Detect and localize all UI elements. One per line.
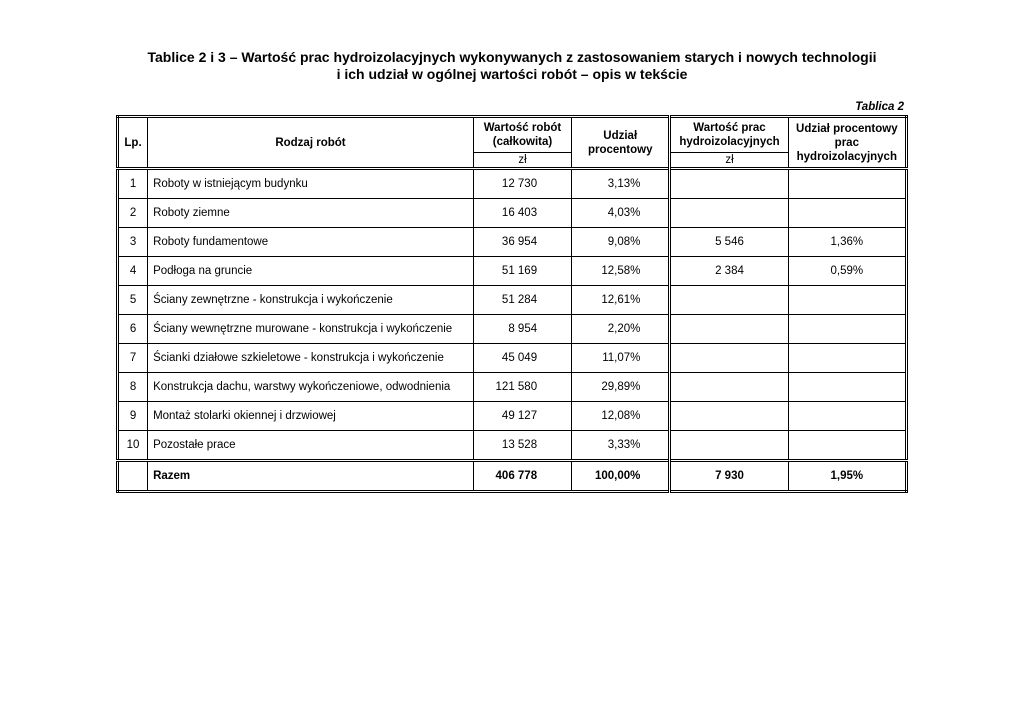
cell-udzial-hydro bbox=[788, 169, 906, 199]
cell-wartosc: 121 580 bbox=[473, 373, 571, 402]
cell-rodzaj: Roboty ziemne bbox=[148, 199, 474, 228]
cell-wartosc-hydro bbox=[670, 169, 788, 199]
total-wartosc: 406 778 bbox=[473, 461, 571, 492]
cell-udzial: 2,20% bbox=[572, 315, 670, 344]
total-wartosc-hydro: 7 930 bbox=[670, 461, 788, 492]
cell-udzial-hydro bbox=[788, 315, 906, 344]
cell-wartosc: 51 169 bbox=[473, 257, 571, 286]
header-lp: Lp. bbox=[118, 117, 148, 169]
cell-lp: 7 bbox=[118, 344, 148, 373]
cell-udzial: 12,08% bbox=[572, 402, 670, 431]
cell-lp: 2 bbox=[118, 199, 148, 228]
cell-udzial-hydro bbox=[788, 344, 906, 373]
cell-lp: 4 bbox=[118, 257, 148, 286]
header-udzial-hydro: Udział procentowy prac hydroizolacyjnych bbox=[788, 117, 906, 169]
cell-rodzaj: Konstrukcja dachu, warstwy wykończeniowe, odwodnienia bbox=[148, 373, 474, 402]
header-unit-wartosc: zł bbox=[473, 153, 571, 169]
cell-udzial: 4,03% bbox=[572, 199, 670, 228]
header-unit-wartosc-hydro: zł bbox=[670, 153, 788, 169]
cell-rodzaj: Podłoga na gruncie bbox=[148, 257, 474, 286]
cell-lp: 3 bbox=[118, 228, 148, 257]
cell-rodzaj: Roboty w istniejącym budynku bbox=[148, 169, 474, 199]
total-label: Razem bbox=[148, 461, 474, 492]
header-udzial: Udział procentowy bbox=[572, 117, 670, 169]
title-line-2: i ich udział w ogólnej wartości robót – opis w tekście bbox=[336, 66, 688, 82]
cell-wartosc-hydro bbox=[670, 431, 788, 461]
table-row bbox=[118, 169, 907, 199]
total-lp bbox=[118, 461, 148, 492]
cell-wartosc: 45 049 bbox=[473, 344, 571, 373]
cell-udzial-hydro bbox=[788, 431, 906, 461]
table-row bbox=[118, 344, 907, 373]
cell-rodzaj: Ścianki działowe szkieletowe - konstrukcja i wykończenie bbox=[148, 344, 474, 373]
data-table bbox=[116, 115, 908, 493]
cell-wartosc-hydro: 5 546 bbox=[670, 228, 788, 257]
table-row bbox=[118, 315, 907, 344]
cell-udzial: 29,89% bbox=[572, 373, 670, 402]
table-row bbox=[118, 431, 907, 461]
cell-udzial: 11,07% bbox=[572, 344, 670, 373]
table-row bbox=[118, 257, 907, 286]
cell-udzial-hydro bbox=[788, 199, 906, 228]
cell-lp: 1 bbox=[118, 169, 148, 199]
cell-wartosc: 8 954 bbox=[473, 315, 571, 344]
cell-rodzaj: Montaż stolarki okiennej i drzwiowej bbox=[148, 402, 474, 431]
cell-wartosc-hydro bbox=[670, 402, 788, 431]
cell-lp: 5 bbox=[118, 286, 148, 315]
header-wartosc: Wartość robót (całkowita) bbox=[473, 117, 571, 153]
cell-udzial-hydro: 1,36% bbox=[788, 228, 906, 257]
cell-wartosc-hydro: 2 384 bbox=[670, 257, 788, 286]
table-row bbox=[118, 228, 907, 257]
cell-udzial-hydro bbox=[788, 373, 906, 402]
cell-udzial: 3,33% bbox=[572, 431, 670, 461]
cell-wartosc-hydro bbox=[670, 315, 788, 344]
cell-lp: 6 bbox=[118, 315, 148, 344]
cell-wartosc: 49 127 bbox=[473, 402, 571, 431]
cell-lp: 8 bbox=[118, 373, 148, 402]
table-row bbox=[118, 286, 907, 315]
cell-wartosc: 51 284 bbox=[473, 286, 571, 315]
header-rodzaj: Rodzaj robót bbox=[148, 117, 474, 169]
cell-udzial-hydro bbox=[788, 402, 906, 431]
cell-wartosc: 12 730 bbox=[473, 169, 571, 199]
cell-udzial: 12,61% bbox=[572, 286, 670, 315]
cell-wartosc-hydro bbox=[670, 199, 788, 228]
table-row bbox=[118, 373, 907, 402]
page-title bbox=[0, 49, 1024, 83]
total-udzial: 100,00% bbox=[572, 461, 670, 492]
title-line-1: Tablice 2 i 3 – Wartość prac hydroizolacyjnych wykonywanych z zastosowaniem starych i nowych technologii bbox=[147, 49, 877, 65]
cell-udzial: 3,13% bbox=[572, 169, 670, 199]
cell-rodzaj: Ściany wewnętrzne murowane - konstrukcja i wykończenie bbox=[148, 315, 474, 344]
cell-rodzaj: Ściany zewnętrzne - konstrukcja i wykończenie bbox=[148, 286, 474, 315]
table-row bbox=[118, 199, 907, 228]
total-udzial-hydro: 1,95% bbox=[788, 461, 906, 492]
cell-wartosc-hydro bbox=[670, 286, 788, 315]
cell-udzial-hydro: 0,59% bbox=[788, 257, 906, 286]
table-row bbox=[118, 402, 907, 431]
header-wartosc-hydro: Wartość prac hydroizolacyjnych bbox=[670, 117, 788, 153]
cell-rodzaj: Roboty fundamentowe bbox=[148, 228, 474, 257]
cell-udzial-hydro bbox=[788, 286, 906, 315]
cell-lp: 10 bbox=[118, 431, 148, 461]
cell-wartosc: 16 403 bbox=[473, 199, 571, 228]
cell-rodzaj: Pozostałe prace bbox=[148, 431, 474, 461]
cell-wartosc-hydro bbox=[670, 344, 788, 373]
cell-wartosc: 36 954 bbox=[473, 228, 571, 257]
cell-udzial: 9,08% bbox=[572, 228, 670, 257]
cell-wartosc: 13 528 bbox=[473, 431, 571, 461]
cell-udzial: 12,58% bbox=[572, 257, 670, 286]
table-label: Tablica 2 bbox=[855, 101, 904, 113]
cell-wartosc-hydro bbox=[670, 373, 788, 402]
cell-lp: 9 bbox=[118, 402, 148, 431]
total-row bbox=[118, 461, 907, 492]
